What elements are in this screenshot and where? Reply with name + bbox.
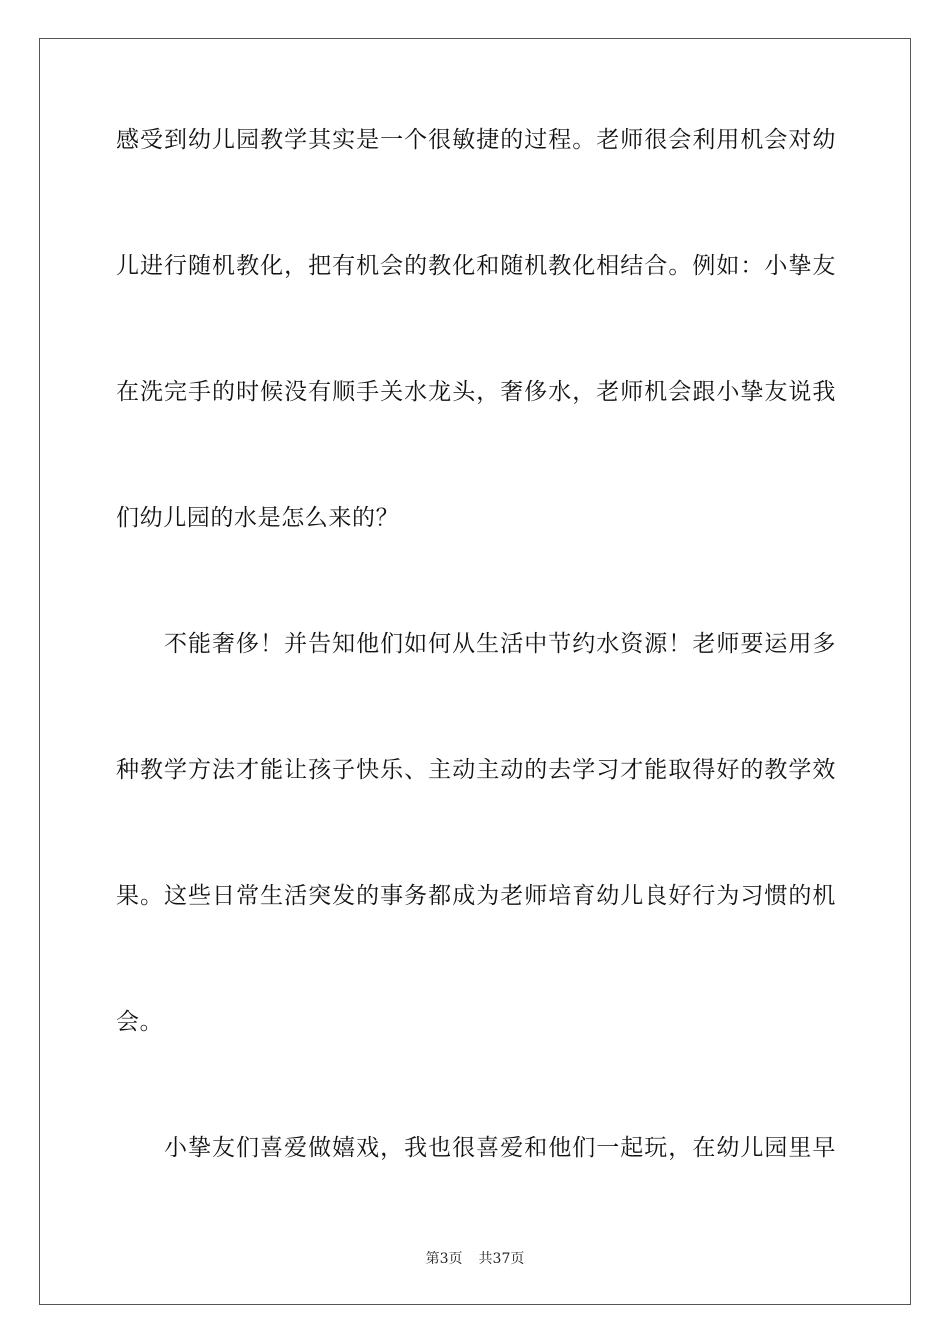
page-number: 第3页 xyxy=(425,1251,463,1267)
text-line: 果。这些日常生活突发的事务都成为老师培育幼儿良好行为习惯的机 xyxy=(116,883,836,909)
text-line: 种教学方法才能让孩子快乐、主动主动的去学习才能取得好的教学效 xyxy=(116,757,836,783)
text-line: 儿进行随机教化，把有机会的教化和随机教化相结合。例如：小挚友 xyxy=(116,253,836,279)
paragraph-first-line: 不能奢侈！并告知他们如何从生活中节约水资源！老师要运用多 xyxy=(164,631,836,657)
paragraph-first-line: 小挚友们喜爱做嬉戏，我也很喜爱和他们一起玩，在幼儿园里早 xyxy=(164,1135,836,1161)
text-line: 感受到幼儿园教学其实是一个很敏捷的过程。老师很会利用机会对幼 xyxy=(116,127,836,153)
text-line: 们幼儿园的水是怎么来的？ xyxy=(116,505,400,531)
document-body xyxy=(116,125,836,1259)
text-line: 在洗完手的时候没有顺手关水龙头，奢侈水，老师机会跟小挚友说我 xyxy=(116,379,836,405)
page-total: 共37页 xyxy=(478,1251,525,1267)
text-line: 会。 xyxy=(116,1009,164,1035)
page-footer xyxy=(0,1248,950,1268)
